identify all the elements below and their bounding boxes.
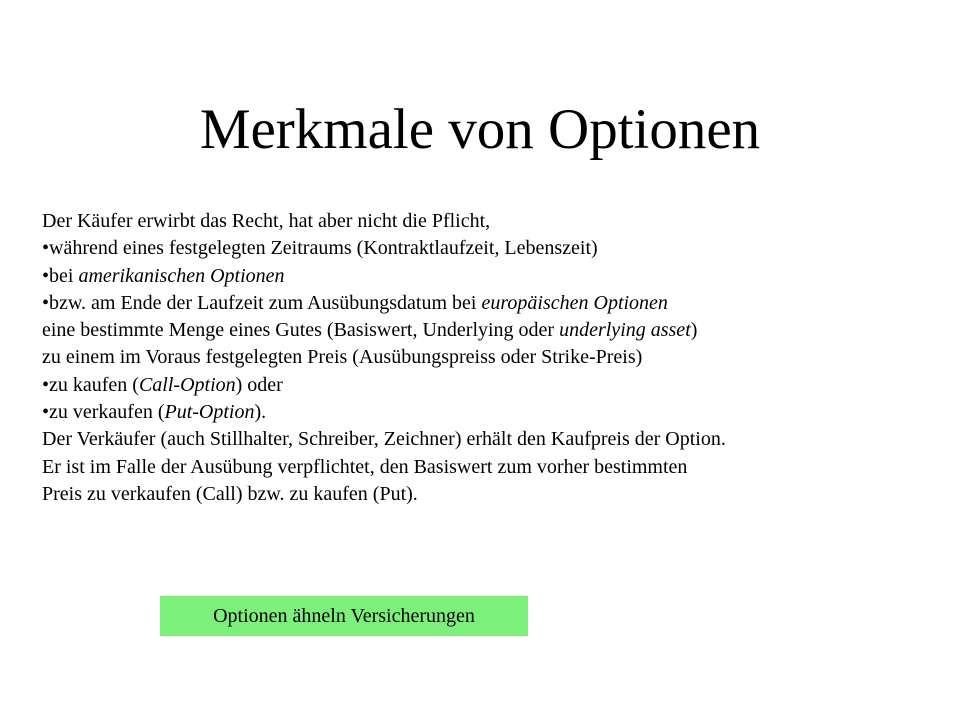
body-line [42, 454, 954, 481]
slide-body [42, 208, 954, 508]
text-segment: zu einem im Voraus festgelegten Preis (Ausübungspreiss oder Strike-Preis) [42, 346, 643, 369]
body-line [42, 317, 954, 344]
body-line [42, 290, 954, 317]
body-line [42, 372, 954, 399]
body-line [42, 263, 954, 290]
body-line [42, 235, 954, 262]
emphasized-text: Call-Option [138, 373, 236, 396]
text-segment: •zu verkaufen ( [42, 401, 165, 424]
text-segment: eine bestimmte Menge eines Gutes (Basiswert, Underlying oder [42, 319, 560, 342]
emphasized-text: Put-Option [164, 401, 255, 424]
body-line [42, 399, 954, 426]
body-line [42, 208, 954, 235]
text-segment: •während eines festgelegten Zeitraums (Kontraktlaufzeit, Lebenszeit) [42, 237, 598, 260]
body-line [42, 344, 954, 371]
body-line [42, 481, 954, 508]
text-segment: ) oder [235, 373, 283, 396]
text-segment: Der Verkäufer (auch Stillhalter, Schreiber, Zeichner) erhält den Kaufpreis der Option. [42, 428, 726, 451]
text-segment: ). [254, 401, 267, 424]
emphasized-text: underlying asset [559, 319, 691, 342]
text-segment: Der Käufer erwirbt das Recht, hat aber nicht die Pflicht, [42, 210, 491, 232]
emphasized-text: amerikanischen Optionen [78, 264, 285, 287]
slide-title: Merkmale von Optionen [199, 98, 761, 161]
text-segment: Er ist im Falle der Ausübung verpflichtet, den Basiswert zum vorher bestimmten [42, 455, 688, 478]
emphasized-text: europäischen Optionen [481, 291, 668, 314]
text-segment: •bzw. am Ende der Laufzeit zum Ausübungsdatum bei [42, 291, 482, 314]
body-line [42, 426, 954, 453]
text-segment: Preis zu verkaufen (Call) bzw. zu kaufen (Put). [42, 482, 418, 505]
text-segment: ) [690, 319, 698, 342]
callout-box: Optionen ähneln Versicherungen [160, 596, 528, 636]
text-segment: •zu kaufen ( [42, 373, 139, 396]
text-segment: •bei [42, 264, 79, 287]
